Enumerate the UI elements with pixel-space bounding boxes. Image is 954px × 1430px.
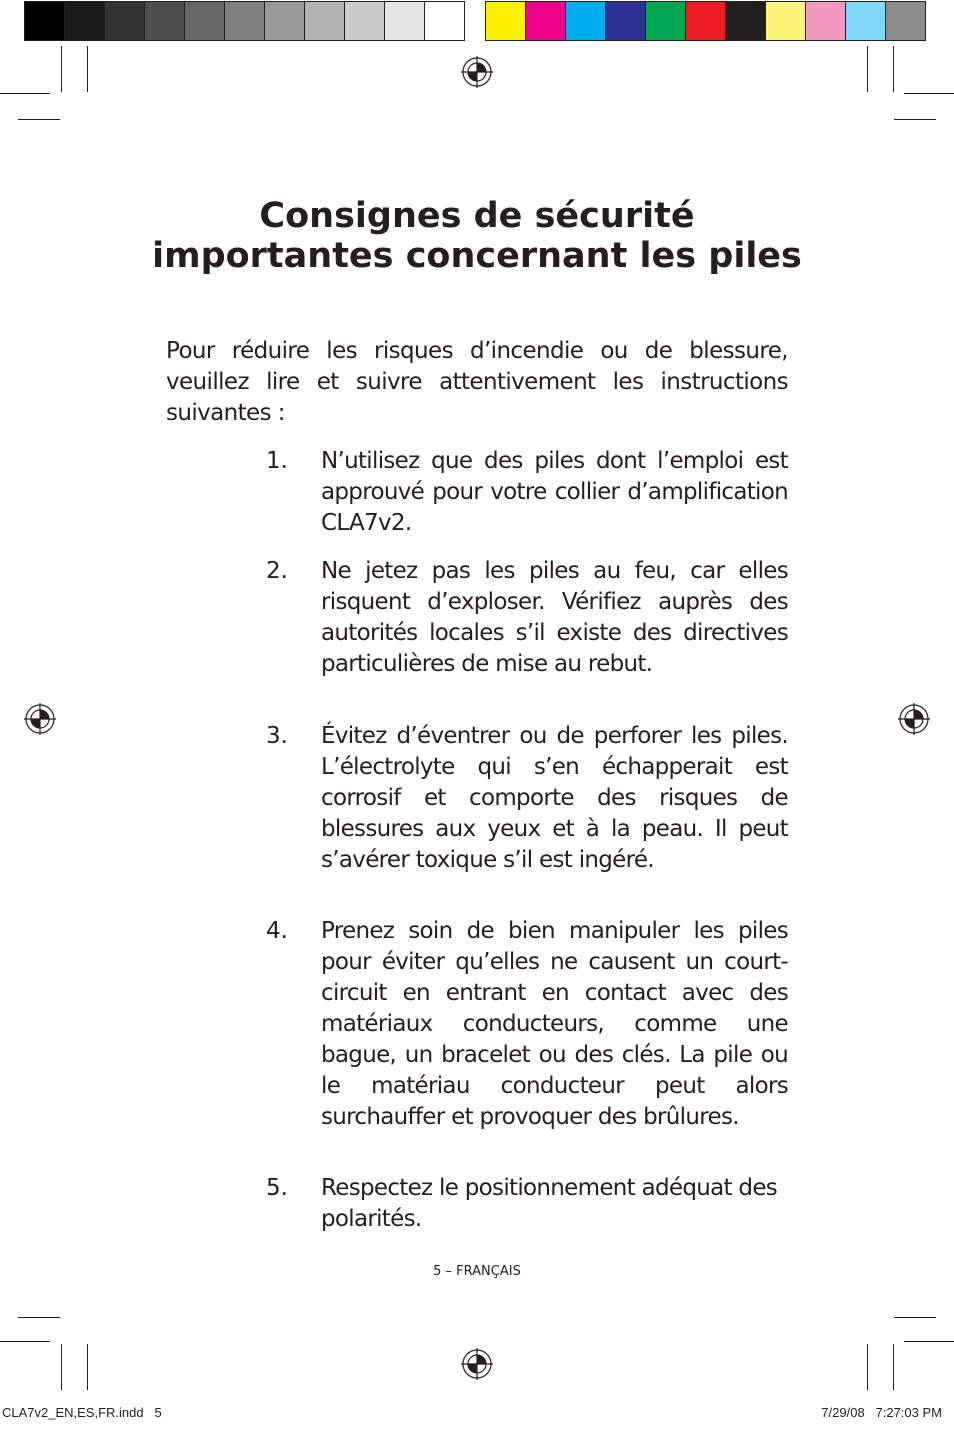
item-text: N’utilisez que des piles dont l’emploi est approuvé pour votre collier d’amplification CLA7v2. xyxy=(321,448,788,536)
page-title: Consignes de sécurité importantes concernant les piles xyxy=(152,196,802,276)
item-number: 3. xyxy=(266,723,288,749)
item-text: Prenez soin de bien manipuler les piles pour éviter qu’elles ne causent un court-circuit en entrant en contact avec des matériaux conducteurs, comme une bague, un bracelet ou des clés. La pile ou le matériau conducteur peut alors surchauffer et provoquer des brûlures. xyxy=(321,918,788,1130)
slug-filename: CLA7v2_EN,ES,FR.indd 5 xyxy=(2,1405,162,1420)
item-text: Respectez le positionnement adéquat des polarités. xyxy=(321,1175,778,1232)
item-number: 4. xyxy=(266,918,288,944)
intro-paragraph: Pour réduire les risques d’incendie ou de blessure, veuillez lire et suivre attentivement les instructions suivantes : xyxy=(166,338,788,426)
item-number: 1. xyxy=(266,448,288,474)
item-number: 2. xyxy=(266,558,288,584)
page-footer: 5 – FRANÇAIS xyxy=(433,1264,521,1279)
item-text: Ne jetez pas les piles au feu, car elles risquent d’exploser. Vérifiez auprès des autorités locales s’il existe des directives particulières de mise au rebut. xyxy=(321,558,788,677)
item-number: 5. xyxy=(266,1175,288,1201)
item-text: Évitez d’éventrer ou de perforer les piles. L’électrolyte qui s’en échapperait est corrosif et comporte des risques de blessures aux yeux et à la peau. Il peut s’avérer toxique s’il est ingéré. xyxy=(321,723,788,873)
slug-timestamp: 7/29/08 7:27:03 PM xyxy=(821,1405,942,1420)
